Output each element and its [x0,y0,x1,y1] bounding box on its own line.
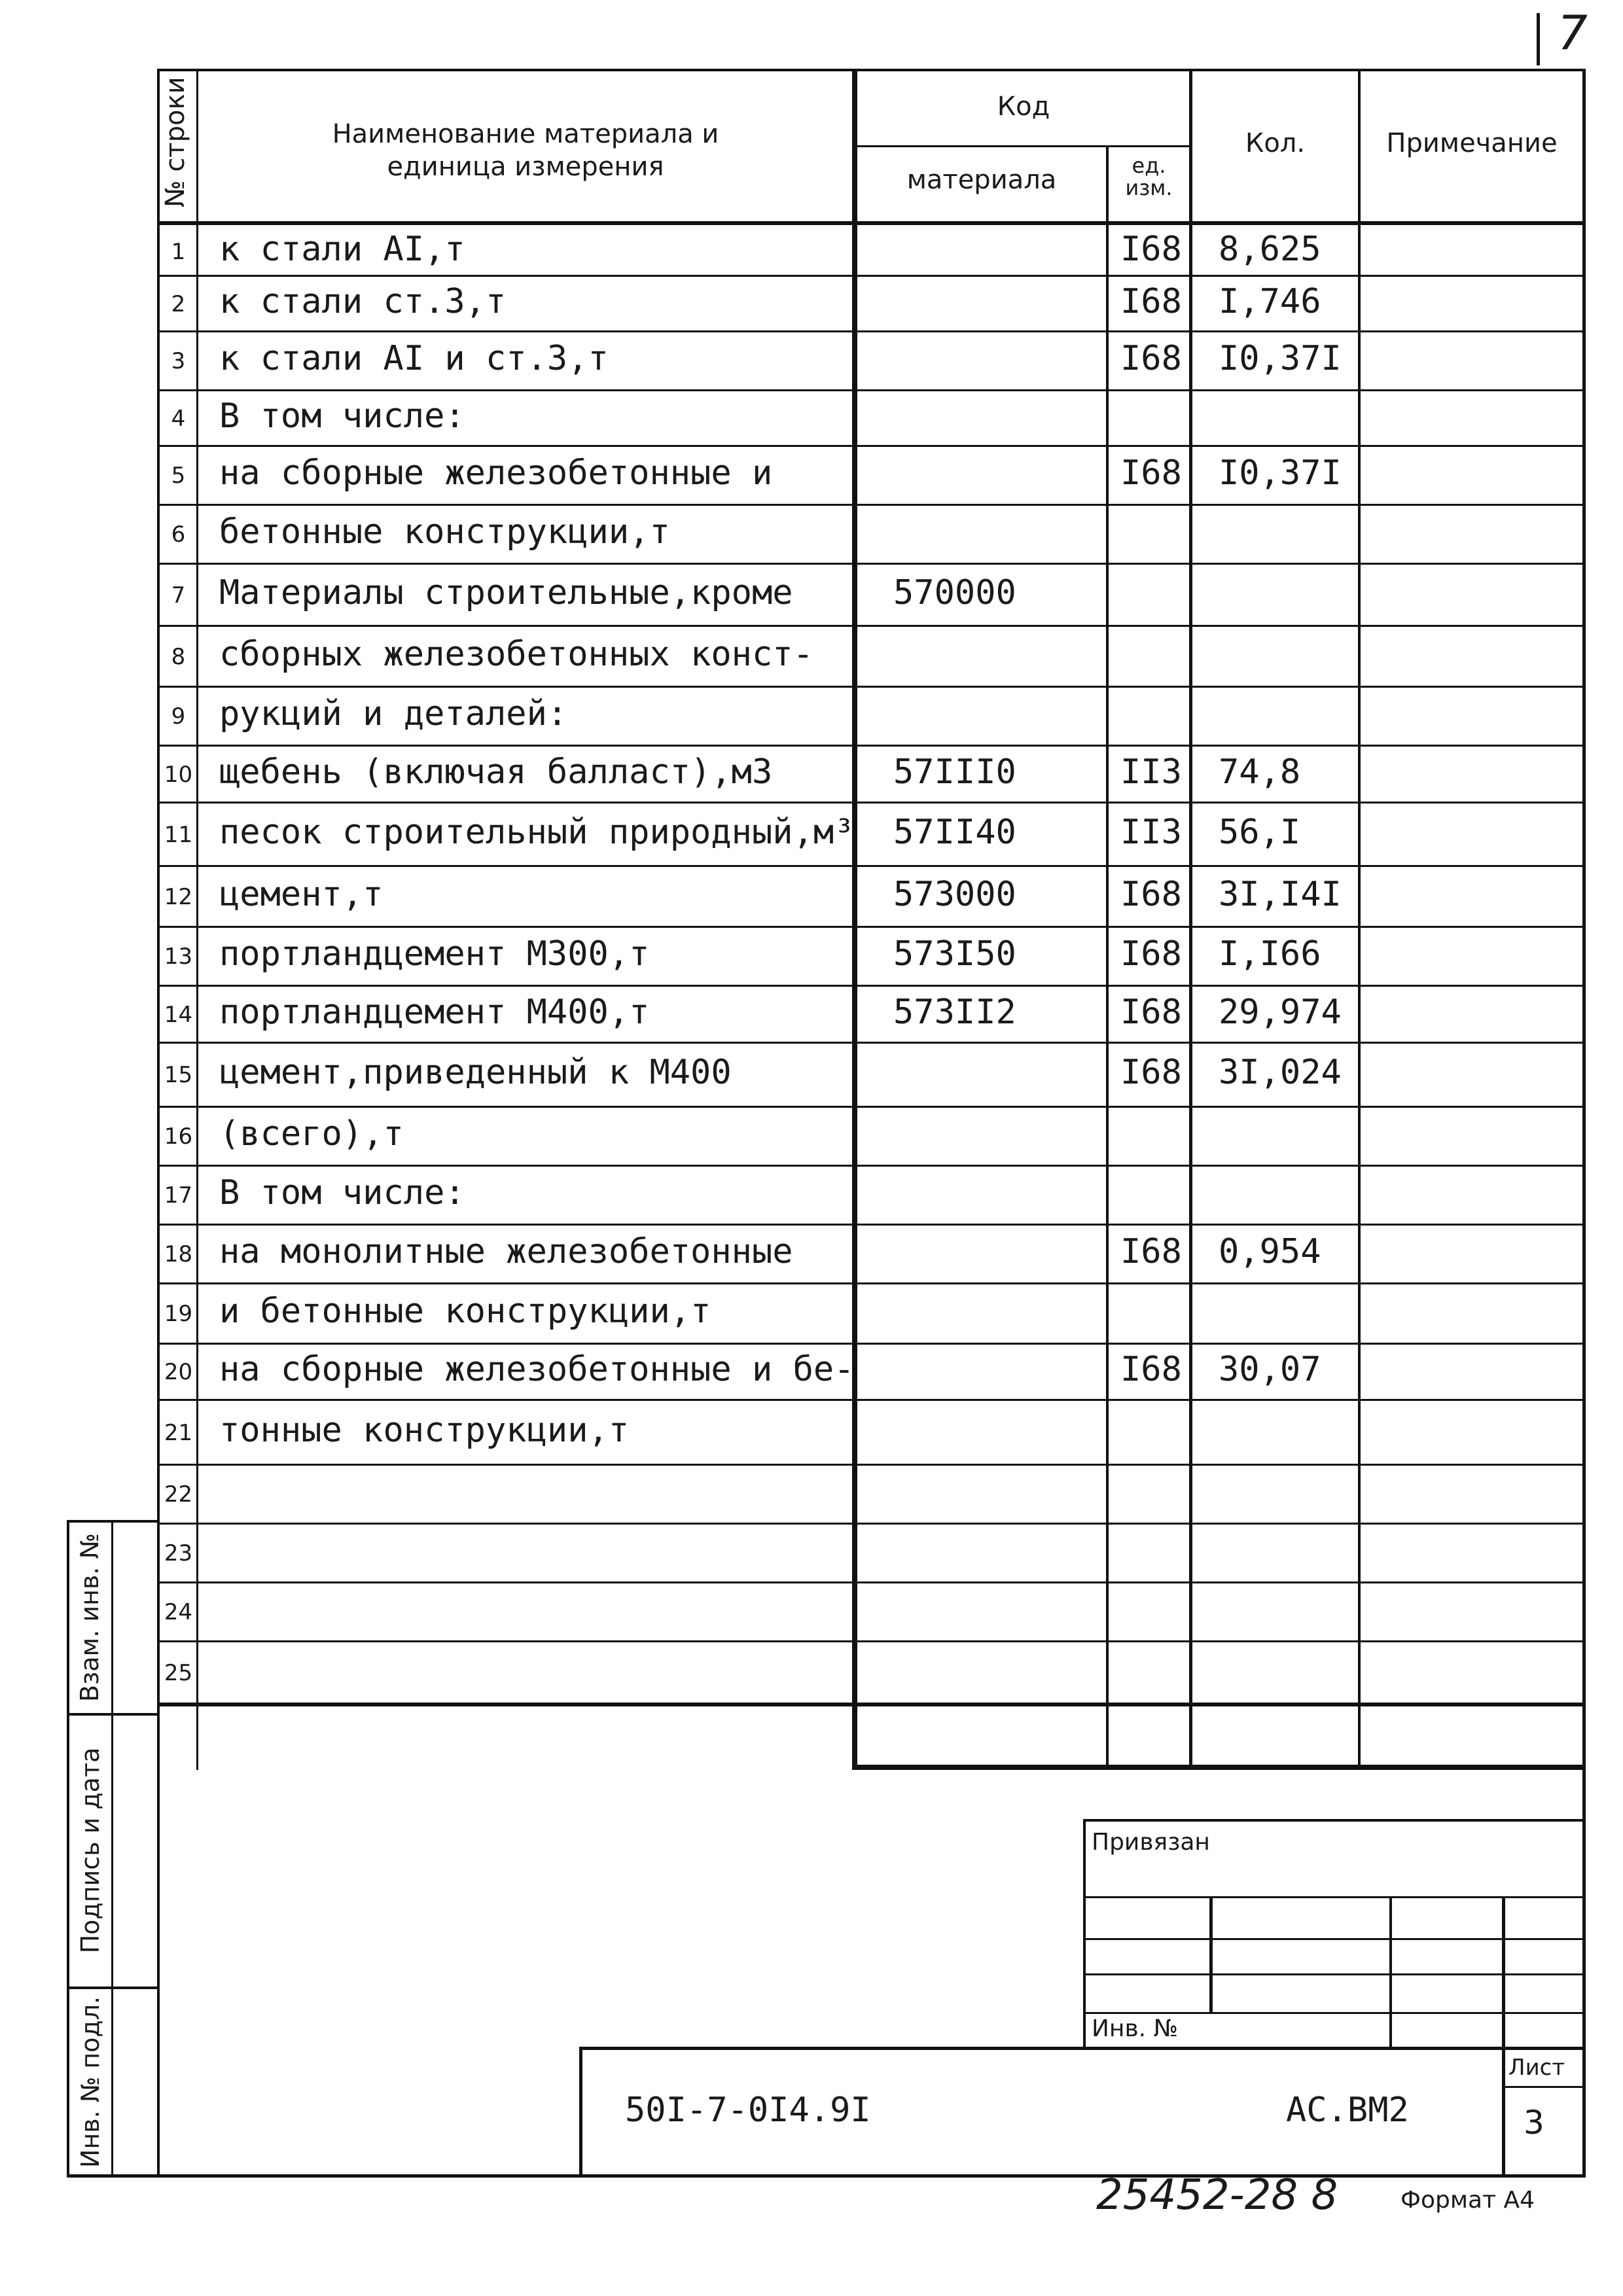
row-rule [157,625,1585,627]
row-rule [157,275,1585,277]
row-name: щебень (включая балласт),м3 [219,752,773,792]
doc-code: 50I-7-0I4.9I [625,2091,871,2130]
table-bottom-rule-thick [852,1765,1585,1770]
row-number: 6 [171,521,186,548]
hdr-code-split [852,145,1190,147]
header-code-material: материала [906,165,1057,195]
row-unit-code: II3 [1120,752,1182,792]
frame-bottom [67,2174,1586,2178]
header-code: Код [997,92,1050,122]
tb-inv-no: Инв. № [1092,2015,1179,2042]
row-number: 23 [164,1540,193,1566]
tb-v2 [1389,1896,1392,2048]
row-rule [157,504,1585,506]
row-name: к стали ст.3,т [219,282,507,321]
header-code-unit: ед. изм. [1125,153,1173,200]
row-rule [157,1523,1585,1525]
row-name: и бетонные конструкции,т [219,1292,711,1331]
frame-left [157,69,160,2177]
row-name: к стали AI,т [219,230,465,269]
tb-privyazan: Привязан [1092,1829,1210,1856]
stamp-podpis-data: Подпись и дата [76,1747,105,1954]
row-number: 9 [171,703,186,730]
row-rule [157,389,1585,391]
row-number: 17 [164,1182,193,1209]
row-unit-code: I68 [1120,875,1182,914]
tb-r1 [1083,1896,1586,1898]
row-number: 8 [171,644,186,670]
row-quantity: 29,974 [1219,993,1342,1032]
row-number: 5 [171,463,186,489]
row-rule [157,745,1585,747]
row-unit-code: I68 [1120,282,1182,321]
row-number: 22 [164,1481,193,1508]
row-unit-code: I68 [1120,230,1182,269]
row-rule [157,1640,1585,1642]
row-unit-code: I68 [1120,339,1182,378]
row-material-code: 573000 [893,875,1016,914]
format-label: Формат А4 [1400,2187,1535,2214]
row-quantity: 8,625 [1219,230,1321,269]
stamp-split-1 [67,1713,158,1716]
row-quantity: 74,8 [1219,752,1301,792]
col-rule-name [852,69,857,1770]
row-number: 15 [164,1062,193,1088]
row-number: 7 [171,582,186,609]
stamp-vzam-inv: Взам. инв. № [75,1533,104,1703]
row-name: В том числе: [219,397,465,436]
list-rule-left [1502,2047,1505,2178]
stamp-inner [111,1520,113,2177]
row-quantity: I,746 [1219,282,1321,321]
row-number: 18 [164,1241,193,1267]
stamp-outer [67,1520,69,2177]
row-material-code: 57II40 [893,813,1016,852]
row-name: портландцемент М300,т [219,934,650,974]
col-rule-qty [1358,69,1361,1770]
row-rule [157,686,1585,688]
sheet-code: АС.ВМ2 [1286,2091,1409,2130]
stamp-row-left [579,2047,582,2178]
row-number: 3 [171,348,186,374]
row-rule [157,1165,1585,1167]
row-number: 13 [164,944,193,970]
row-material-code: 573I50 [893,934,1016,974]
row-quantity: 0,954 [1219,1232,1321,1271]
tb-r4 [1083,2012,1586,2014]
row-quantity: I0,37I [1219,453,1342,493]
row-number: 10 [164,762,193,788]
row-number: 4 [171,406,186,432]
row-rule [157,1106,1585,1108]
row-unit-code: I68 [1120,453,1182,493]
row-rule [157,1703,1585,1706]
row-name: на монолитные железобетонные [219,1232,793,1271]
row-number: 20 [164,1359,193,1385]
row-rule [157,1464,1585,1466]
tb-v3 [1502,1896,1505,2047]
row-number: 1 [171,239,186,265]
row-number: 14 [164,1002,193,1028]
row-rule [157,985,1585,987]
row-name: Материалы строительные,кроме [219,573,793,612]
row-rule [157,1343,1585,1345]
row-rule [157,445,1585,447]
row-number: 21 [164,1420,193,1446]
row-rule [157,802,1585,804]
row-material-code: 570000 [893,573,1016,612]
row-rule [157,563,1585,565]
row-quantity: I0,37I [1219,339,1342,378]
frame-right [1582,69,1586,2177]
page-mark-rule [1537,13,1540,65]
row-name: песок строительный природный,м³ [219,813,855,852]
row-number: 25 [164,1660,193,1686]
row-number: 16 [164,1123,193,1150]
row-rule [157,1282,1585,1284]
handwritten-number: 25452-28 8 [1096,2171,1338,2219]
hdr-bottom-rule [157,221,1585,225]
row-name: портландцемент М400,т [219,993,650,1032]
header-qty: Кол. [1245,128,1306,158]
tb-r3 [1083,1973,1586,1975]
frame-top [157,69,1584,71]
row-name: сборных железобетонных конст- [219,635,813,674]
list-label: Лист [1508,2055,1565,2081]
row-quantity: I,I66 [1219,934,1321,974]
row-material-code: 57III0 [893,752,1016,792]
row-unit-code: II3 [1120,813,1182,852]
row-name: цемент,т [219,875,383,914]
row-name: (всего),т [219,1114,404,1154]
row-rule [157,865,1585,867]
list-number: 3 [1524,2104,1544,2142]
row-rule [157,1224,1585,1226]
row-number: 19 [164,1301,193,1327]
list-rule-split [1502,2086,1586,2088]
row-quantity: 3I,I4I [1219,875,1342,914]
tb-r2 [1083,1938,1586,1940]
row-unit-code: I68 [1120,934,1182,974]
row-name: к стали AI и ст.3,т [219,339,609,378]
row-number: 12 [164,884,193,910]
row-unit-code: I68 [1120,1232,1182,1271]
row-number: 24 [164,1599,193,1625]
row-rule [157,926,1585,928]
row-material-code: 573II2 [893,993,1016,1032]
row-unit-code: I68 [1120,1053,1182,1092]
page-number-mark: 7 [1558,5,1588,60]
row-name: бетонные конструкции,т [219,512,670,552]
row-name: на сборные железобетонные и [219,453,773,493]
row-name: рукций и деталей: [219,694,568,733]
col-rule-rowno [196,69,198,1770]
stamp-inv-podl: Инв. № подл. [76,1996,105,2168]
row-rule [157,330,1585,332]
row-rule [157,1581,1585,1583]
row-number: 11 [164,822,193,848]
header-note: Примечание [1386,128,1558,158]
header-name: Наименование материала и единица измерения [332,119,719,182]
row-quantity: 30,07 [1219,1350,1321,1389]
row-name: на сборные железобетонные и бе- [219,1350,855,1389]
col-rule-unit [1189,69,1192,1770]
row-rule [157,1399,1585,1401]
row-quantity: 3I,024 [1219,1053,1342,1092]
tb-top [1083,1819,1586,1822]
row-unit-code: I68 [1120,1350,1182,1389]
row-number: 2 [171,291,186,317]
row-name: цемент,приведенный к М400 [219,1053,732,1092]
row-rule [157,1042,1585,1044]
row-name: В том числе: [219,1173,465,1212]
stamp-row-top [579,2047,1586,2050]
row-name: тонные конструкции,т [219,1411,630,1450]
row-unit-code: I68 [1120,993,1182,1032]
tb-v1 [1209,1896,1213,2014]
row-quantity: 56,I [1219,813,1301,852]
header-row-no: № строки [160,77,190,207]
